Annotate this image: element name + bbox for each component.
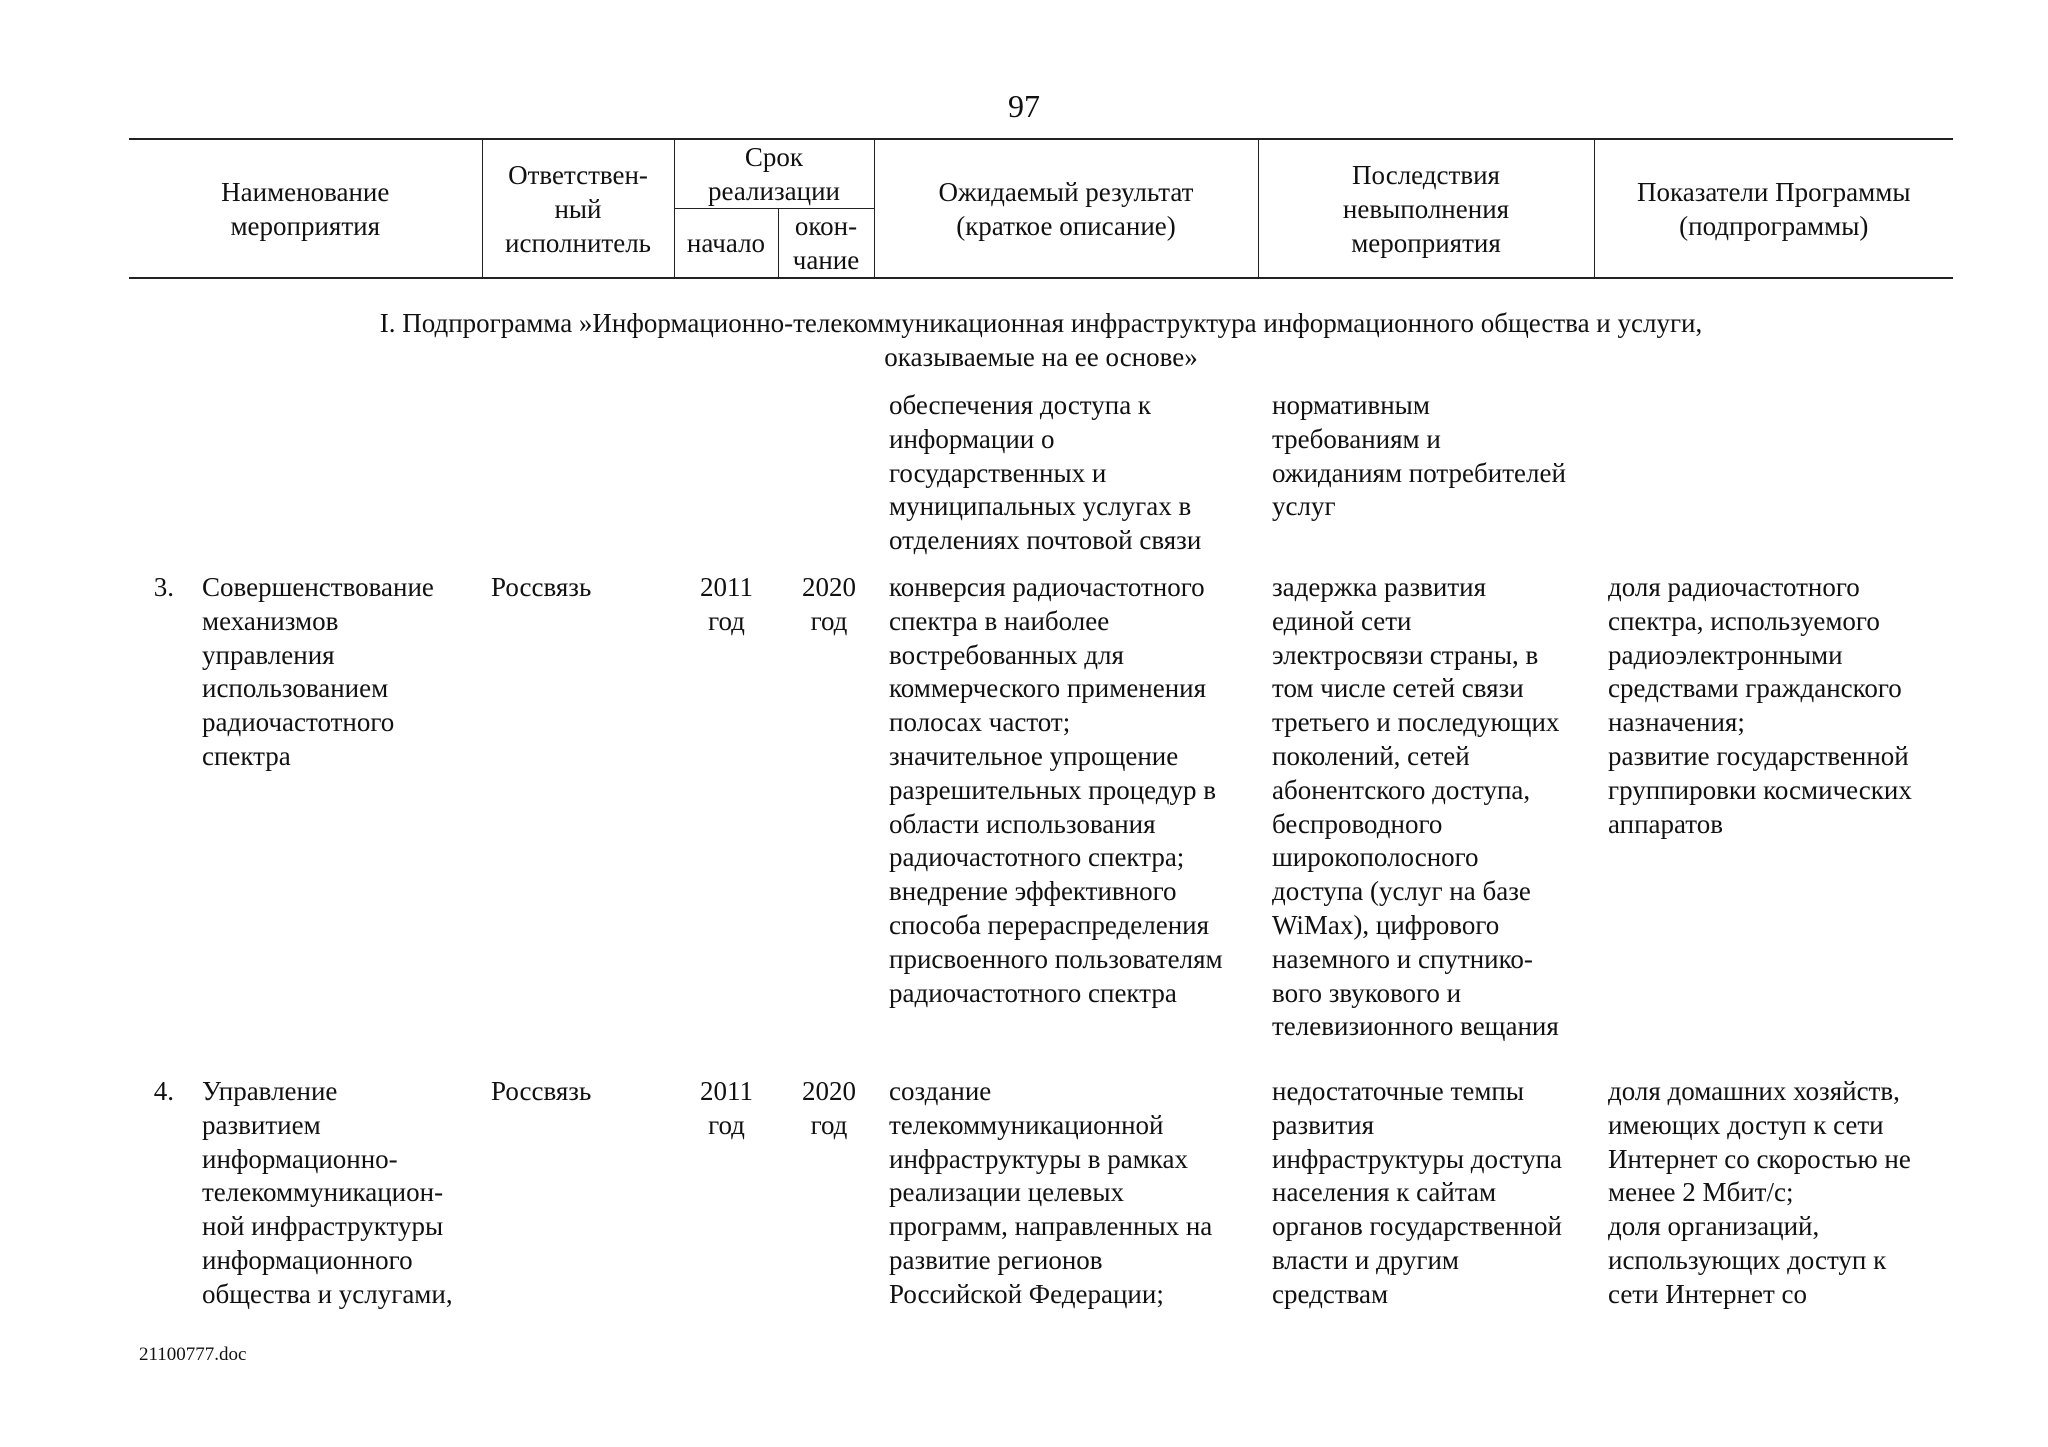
row-name: Управление развитием информационно- телекоммуникацион- ной инфраструктуры информационного общества и услугами, [202, 1076, 453, 1309]
header-end: окон- чание [778, 209, 874, 279]
header-start: начало [674, 209, 778, 279]
document-id: 21100777.doc [139, 1344, 247, 1365]
row-end: 2020 год [802, 1076, 856, 1140]
row-start: 2011 год [700, 1076, 753, 1140]
header-executor: Ответствен- ный исполнитель [482, 139, 674, 278]
header-consequences: Последствия невыполнения мероприятия [1258, 139, 1594, 278]
row-number: 3. [153, 572, 174, 602]
row-end: 2020 год [802, 572, 856, 636]
row-consequences: недостаточные темпы развития инфраструктуры доступа населения к сайтам органов государственной власти и другим средствам [1272, 1076, 1562, 1309]
continuation-consequences: нормативным требованиям и ожиданиям потребителей услуг [1272, 390, 1566, 522]
row-indicators: доля радиочастотного спектра, используемого радиоэлектронными средствами гражданского назначения; развитие государственной группировки космических аппаратов [1608, 572, 1912, 839]
header-name: Наименование мероприятия [129, 139, 482, 278]
header-indicators: Показатели Программы (подпрограммы) [1594, 139, 1953, 278]
row-expected: конверсия радиочастотного спектра в наиболее востребованных для коммерческого применения полосах частот; значительное упрощение разрешительных процедур в области использования радиочастотного спектра; внедрение эффективного способа перераспределения присвоенного пользователям радиочастотного спектра [889, 572, 1223, 1008]
row-executor: Россвязь [491, 1076, 592, 1106]
header-expected: Ожидаемый результат (краткое описание) [874, 139, 1258, 278]
continuation-expected: обеспечения доступа к информации о государственных и муниципальных услугах в отделениях почтовой связи [889, 390, 1202, 556]
header-term: Срок реализации [674, 139, 874, 209]
row-start: 2011 год [700, 572, 753, 636]
row-consequences: задержка развития единой сети электросвязи страны, в том числе сетей связи третьего и последующих поколений, сетей абонентского доступа, беспроводного широкополосного доступа (услуг на базе WiMax), цифрового наземного и спутнико- вого звукового и телевизионного вещания [1272, 572, 1560, 1042]
table-header [129, 138, 1953, 279]
row-name: Совершенствование механизмов управления использованием радиочастотного спектра [202, 572, 434, 771]
row-executor: Россвязь [491, 572, 592, 602]
page-number: 97 [1008, 88, 1040, 124]
row-number: 4. [153, 1076, 174, 1106]
row-indicators: доля домашних хозяйств, имеющих доступ к сети Интернет со скоростью не менее 2 Мбит/с; доля организаций, использующих доступ к сети Интернет со [1608, 1076, 1911, 1309]
section-title: I. Подпрограмма »Информационно-телекоммуникационная инфраструктура информационного общества и услуги, оказываемые на ее основе» [379, 308, 1703, 372]
row-expected: создание телекоммуникационной инфраструктуры в рамках реализации целевых программ, направленных на развитие регионов Российской Федерации; [889, 1076, 1213, 1309]
